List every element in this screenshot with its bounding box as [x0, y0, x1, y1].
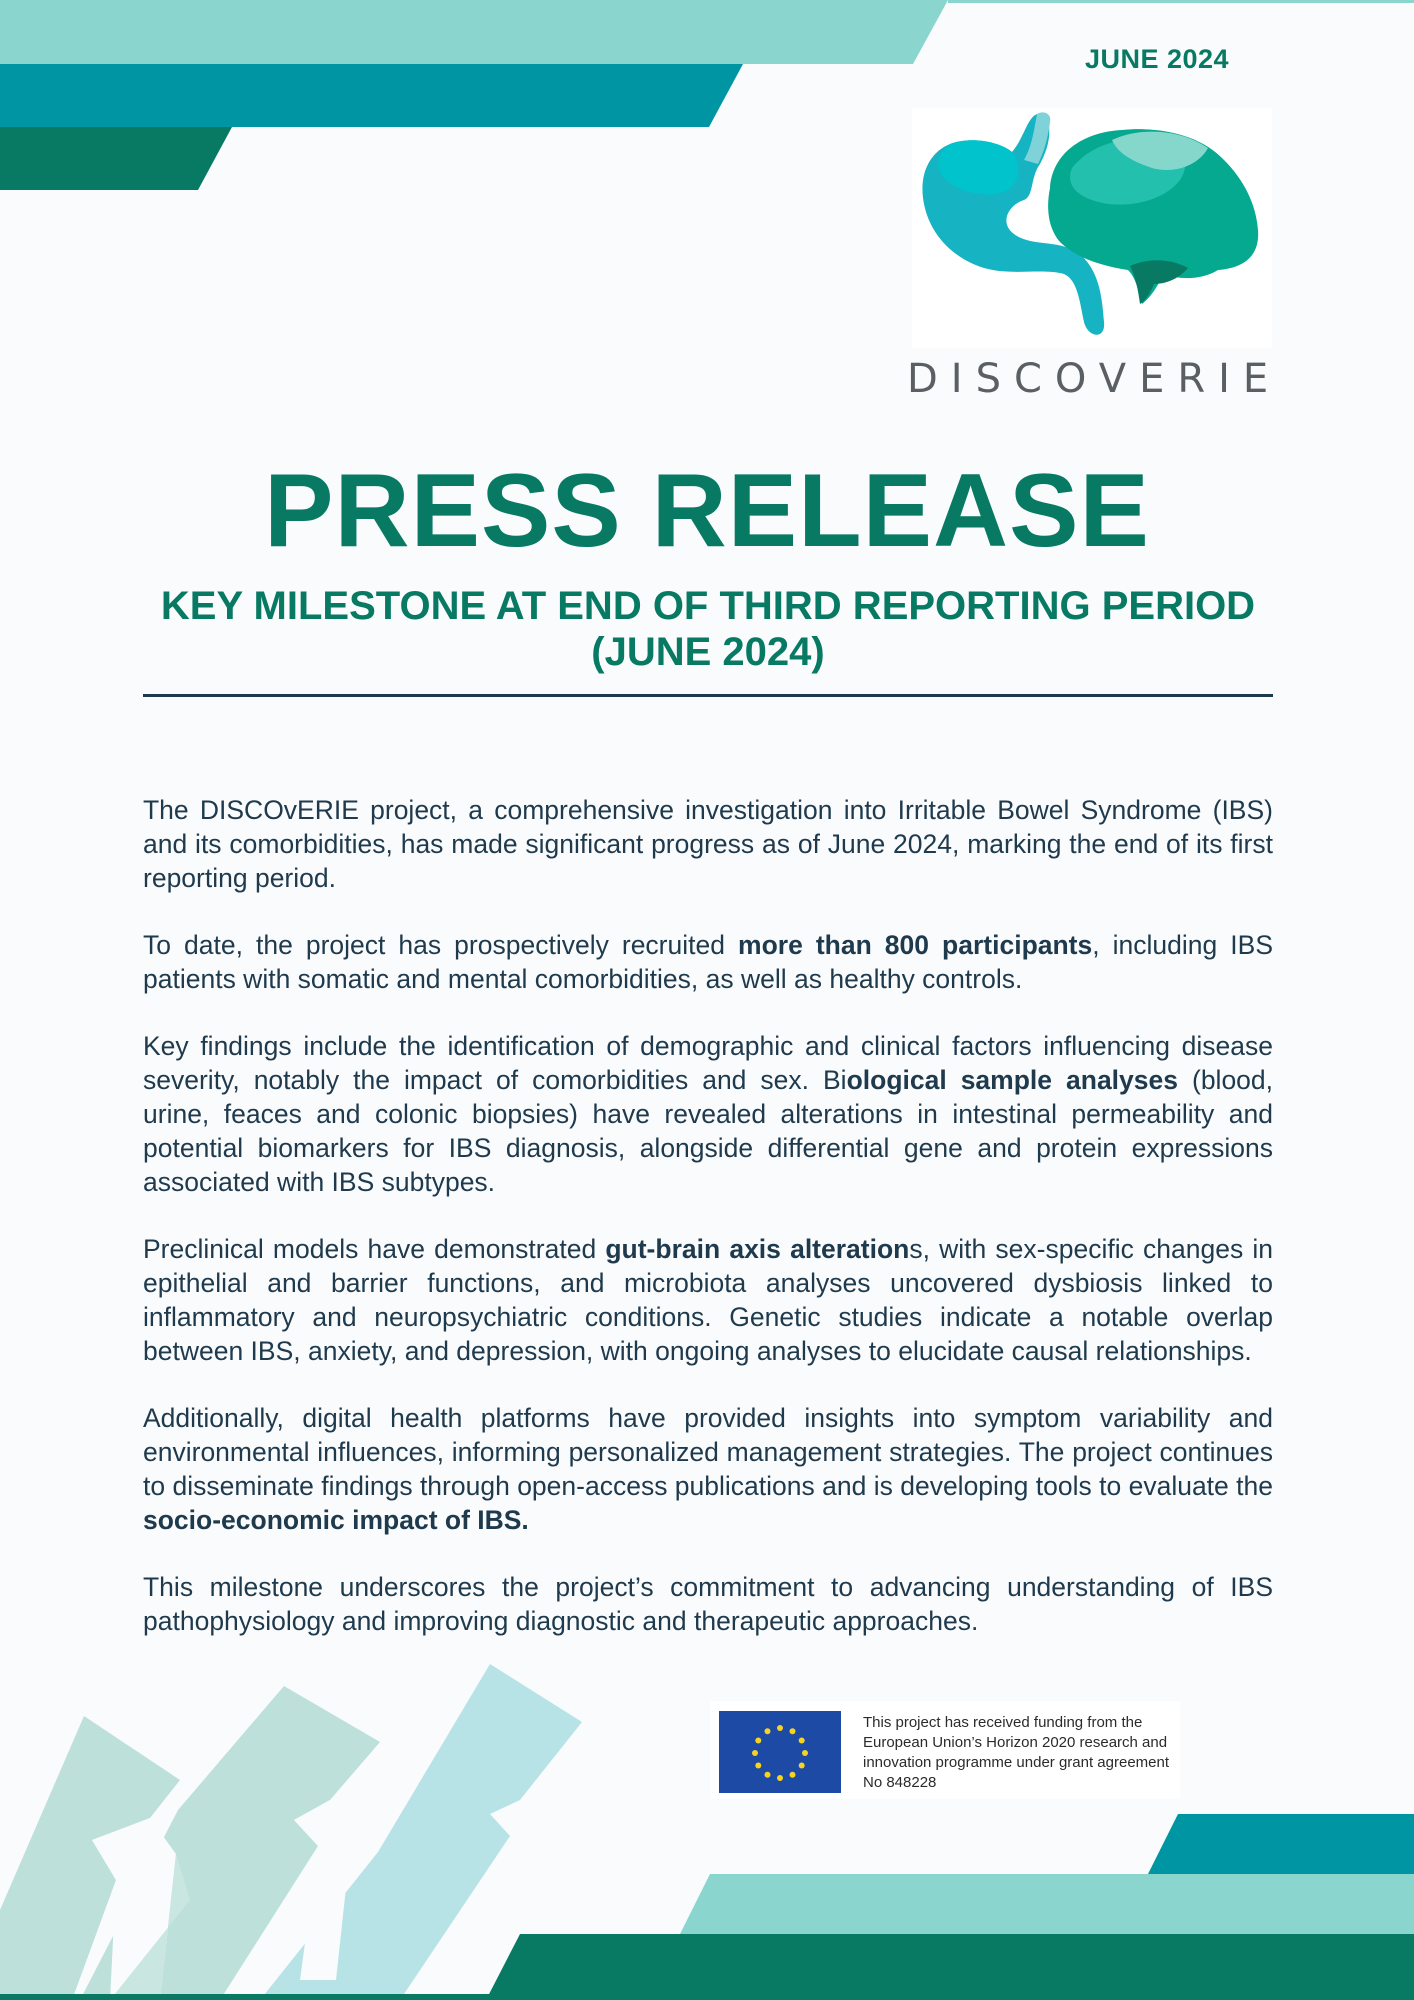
highlight-participants: more than 800 participants — [738, 930, 1093, 960]
page-subtitle: KEY MILESTONE AT END OF THIRD REPORTING PERIOD (JUNE 2024) — [160, 584, 1256, 674]
paragraph-key-findings — [143, 1029, 1273, 1199]
title-divider — [143, 694, 1273, 697]
press-release-body — [143, 793, 1273, 1671]
highlight-sample-analyses: ological sample analyses — [846, 1065, 1178, 1095]
eu-funding-notice — [710, 1701, 1180, 1799]
paragraph-text: , including IBS patients with somatic and mental comorbidities, as well as healthy controls. — [143, 930, 1273, 994]
paragraph-text: To date, the project has prospectively recruited — [143, 930, 738, 960]
page-title: PRESS RELEASE — [264, 453, 1150, 569]
bottom-edge-line — [0, 1994, 500, 2000]
eu-flag-icon — [719, 1711, 841, 1793]
funding-statement: This project has received funding from the European Union’s Horizon 2020 research and innovation programme under grant agreement No 848228 — [863, 1714, 1170, 1791]
paragraph-text: s, with sex-specific changes in epithelial and barrier functions, and microbiota analyses uncovered dysbiosis linked to inflammatory and neuropsychiatric conditions. Genetic studies indicate a notable overlap between IBS, anxiety, and depression, with ongoing analyses to elucidate causal relationships. — [143, 1234, 1273, 1366]
bottom-decorative-bands — [460, 1800, 1414, 2000]
paragraph-intro — [143, 793, 1273, 895]
paragraph-text: Additionally, digital health platforms have provided insights into symptom variability and environmental influences, informing personalized management strategies. The project continues to disseminate findings through open-access publications and is developing tools to evaluate the — [143, 1403, 1273, 1501]
paragraph-text: This milestone underscores the project’s commitment to advancing understanding of IBS pathophysiology and improving diagnostic and therapeutic approaches. — [143, 1572, 1273, 1636]
top-edge-line — [948, 0, 1414, 3]
discoverie-logo-icon — [912, 108, 1272, 398]
paragraph-recruitment — [143, 928, 1273, 996]
paragraph-preclinical — [143, 1232, 1273, 1368]
paragraph-text: Key findings include the identification of demographic and clinical factors influencing disease severity, notably the impact of comorbidities and sex. Bi — [143, 1031, 1273, 1095]
paragraph-text: Preclinical models have demonstrated — [143, 1234, 606, 1264]
paragraph-conclusion — [143, 1570, 1273, 1638]
highlight-socio-economic: socio-economic impact of IBS. — [143, 1505, 529, 1535]
top-decorative-bands — [0, 0, 960, 200]
logo-wordmark: DISCOVERIE — [907, 356, 1282, 402]
paragraph-digital-health — [143, 1401, 1273, 1537]
release-date: JUNE 2024 — [1084, 44, 1230, 74]
paragraph-text: (blood, urine, feaces and colonic biopsies) have revealed alterations in intestinal permeability and potential biomarkers for IBS diagnosis, alongside differential gene and protein expressions associated with IBS subtypes. — [143, 1065, 1274, 1197]
highlight-gut-brain: gut-brain axis alteration — [605, 1234, 910, 1264]
paragraph-text: The DISCOvERIE project, a comprehensive investigation into Irritable Bowel Syndrome (IBS) and its comorbidities, has made significant progress as of June 2024, marking the end of its first reporting period. — [143, 795, 1273, 893]
